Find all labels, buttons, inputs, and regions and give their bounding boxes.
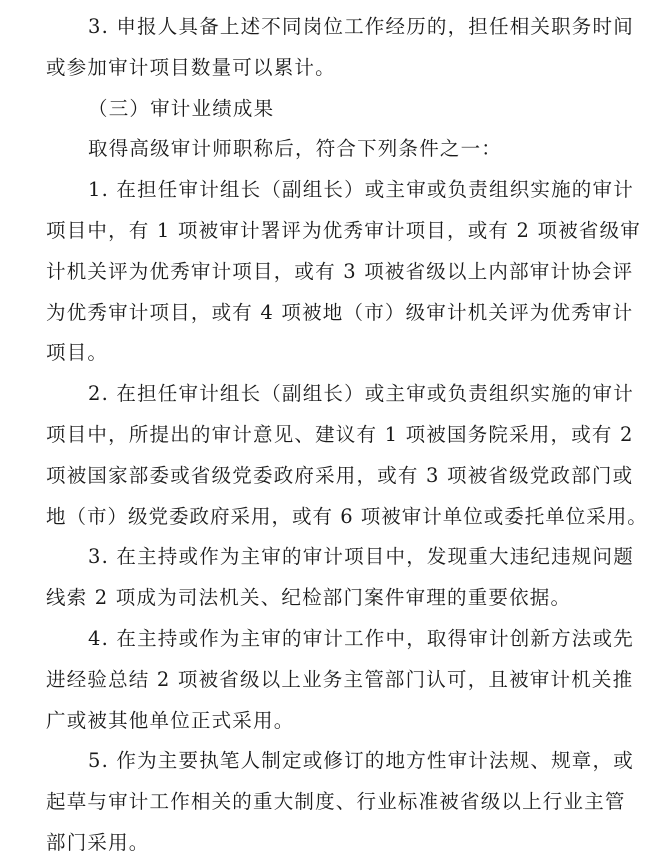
text-line: 为优秀审计项目，或有 4 项被地（市）级审计机关评为优秀审计	[46, 300, 634, 324]
document-body	[46, 7, 648, 864]
text-line: 4. 在主持或作为主审的审计工作中，取得审计创新方法或先	[88, 626, 634, 650]
text-line: 5. 作为主要执笔人制定或修订的地方性审计法规、规章，或	[88, 749, 634, 773]
text-line: 2. 在担任审计组长（副组长）或主审或负责组织实施的审计	[88, 382, 634, 406]
text-line: 部门采用。	[46, 830, 150, 854]
text-line: 广或被其他单位正式采用。	[46, 708, 295, 732]
text-line: 项目中，有 1 项被审计署评为优秀审计项目，或有 2 项被省级审	[46, 218, 642, 242]
text-line: 项目中，所提出的审计意见、建议有 1 项被国务院采用，或有 2	[46, 422, 634, 446]
text-line: 或参加审计项目数量可以累计。	[46, 55, 336, 79]
text-line: 线索 2 项成为司法机关、纪检部门案件审理的重要依据。	[46, 586, 572, 610]
text-line: 项目。	[46, 341, 109, 365]
text-line: 计机关评为优秀审计项目，或有 3 项被省级以上内部审计协会评	[46, 259, 634, 283]
text-line: 项被国家部委或省级党委政府采用，或有 3 项被省级党政部门或	[46, 463, 634, 487]
text-line: （三）审计业绩成果	[88, 96, 275, 120]
text-line: 进经验总结 2 项被省级以上业务主管部门认可，且被审计机关推	[46, 667, 634, 691]
text-line: 起草与审计工作相关的重大制度、行业标准被省级以上行业主管	[46, 790, 626, 814]
text-line: 取得高级审计师职称后，符合下列条件之一：	[88, 137, 503, 161]
text-line: 3. 在主持或作为主审的审计项目中，发现重大违纪违规问题	[88, 545, 634, 569]
text-line: 地（市）级党委政府采用，或有 6 项被审计单位或委托单位采用。	[46, 504, 648, 528]
text-line: 3. 申报人具备上述不同岗位工作经历的，担任相关职务时间	[88, 15, 634, 38]
text-line: 1. 在担任审计组长（副组长）或主审或负责组织实施的审计	[88, 178, 634, 202]
